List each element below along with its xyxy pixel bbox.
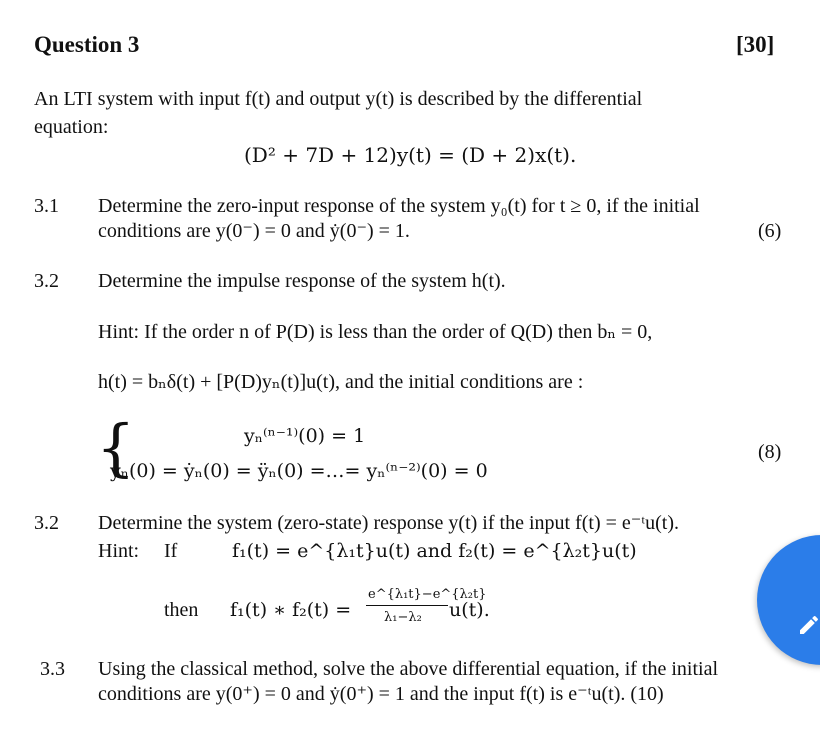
pencil-icon (797, 613, 820, 637)
part-3-2b-line-1: Determine the system (zero-state) response y(t) if the input f(t) = e⁻ᵗu(t). (98, 512, 680, 534)
convolution-lhs: f₁(t) ∗ f₂(t) = (230, 599, 352, 621)
part-number-3-1: 3.1 (34, 195, 59, 217)
fraction-bar (366, 605, 448, 606)
edit-fab-button[interactable] (757, 535, 820, 665)
part-3-2b-hint-expression: f₁(t) = e^{λ₁t}u(t) and f₂(t) = e^{λ₂t}u(t) (232, 540, 637, 562)
part-3-2a-marks: (8) (758, 441, 782, 463)
part-3-3-line-2: conditions are y(0⁺) = 0 and ẏ(0⁺) = 1 and the input f(t) is e⁻ᵗu(t). (10) (98, 683, 664, 705)
part-number-3-3: 3.3 (40, 658, 65, 680)
part-3-1-marks: (6) (758, 220, 782, 242)
initial-condition-2: yₙ(0) = ẏₙ(0) = ÿₙ(0) =…= yₙ⁽ⁿ⁻²⁾(0) = 0 (110, 460, 488, 482)
left-brace: { (96, 411, 136, 484)
part-3-1-line-2: conditions are y(0⁻) = 0 and ẏ(0⁻) = 1. (98, 220, 410, 242)
part-3-2b-then-label: then (164, 599, 199, 621)
question-total-marks: [30] (736, 32, 775, 57)
part-number-3-2a: 3.2 (34, 270, 59, 292)
fraction-denominator: λ₁−λ₂ (384, 610, 422, 625)
question-title: Question 3 (34, 32, 140, 57)
part-3-2a-line-1: Determine the impulse response of the system h(t). (98, 270, 506, 292)
part-3-2b-hint-label: Hint: (98, 540, 140, 562)
part-3-3-line-1: Using the classical method, solve the above differential equation, if the initial (98, 658, 719, 680)
part-3-2b-hint-if: If (164, 540, 178, 562)
part-3-2a-hint: Hint: If the order n of P(D) is less than the order of Q(D) then bₙ = 0, (98, 321, 653, 343)
convolution-rhs: u(t). (449, 599, 490, 621)
part-number-3-2b: 3.2 (34, 512, 59, 534)
part-3-1-line-1: Determine the zero-input response of the system y₀(t) for t ≥ 0, if the initial (98, 195, 700, 217)
initial-condition-1: yₙ⁽ⁿ⁻¹⁾(0) = 1 (244, 425, 366, 447)
intro-line-2: equation: (34, 116, 109, 138)
intro-line-1: An LTI system with input f(t) and output y(t) is described by the differential (34, 88, 643, 110)
fraction-numerator: e^{λ₁t}−e^{λ₂t} (368, 587, 487, 602)
part-3-2a-formula: h(t) = bₙδ(t) + [P(D)yₙ(t)]u(t), and the initial conditions are : (98, 371, 584, 393)
differential-equation: (D² + 7D + 12)y(t) = (D + 2)x(t). (244, 143, 577, 167)
